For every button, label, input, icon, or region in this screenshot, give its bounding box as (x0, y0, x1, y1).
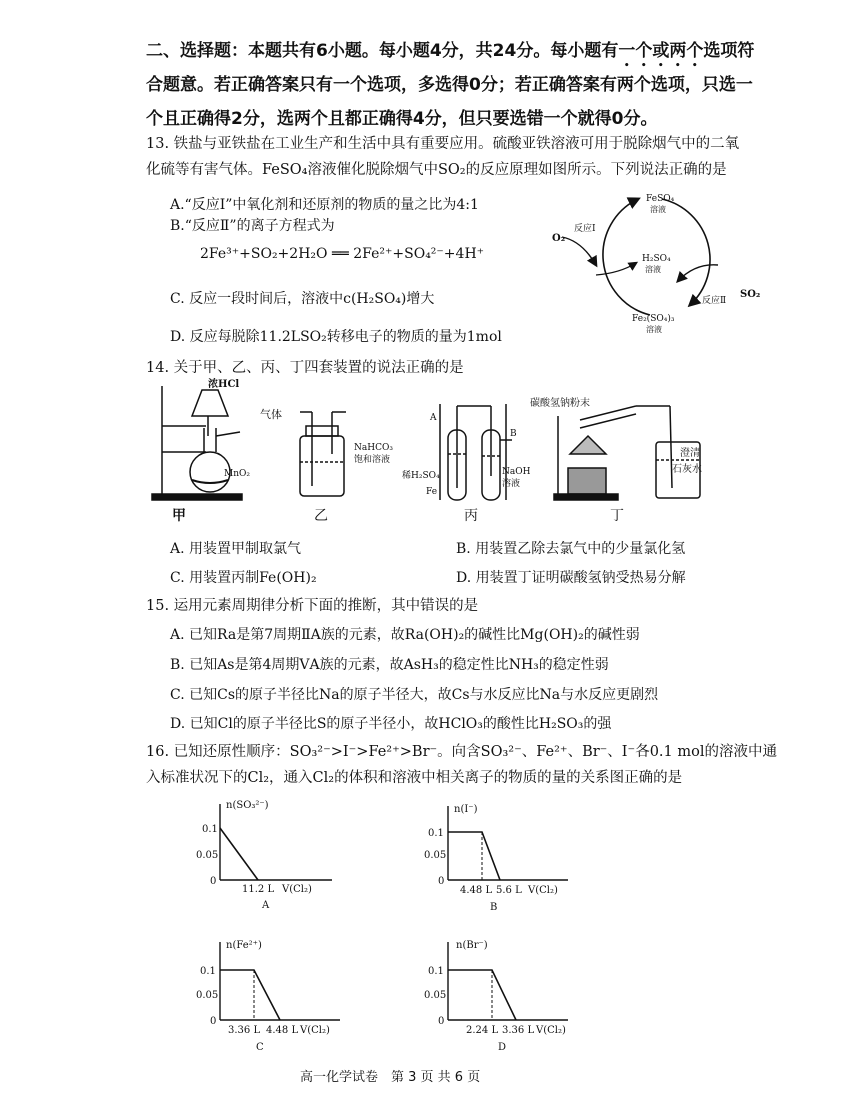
graph-a-x1: 11.2 L (242, 884, 275, 895)
label-reaction1: 反应Ⅰ (574, 224, 596, 234)
graph-d-xlabel: V(Cl₂) (536, 1025, 566, 1036)
graph-a-y1: 0.1 (202, 824, 218, 835)
graph-a-xlabel: V(Cl₂) (282, 884, 312, 895)
label-conc-hcl: 浓HCl (208, 379, 240, 390)
q13-stem-line1: 13. 铁盐与亚铁盐在工业生产和生活中具有重要应用。硫酸亚铁溶液可用于脱除烟气中的二氧 (146, 136, 740, 152)
graph-c-ylabel: n(Fe²⁺) (226, 940, 262, 951)
q13-option-c: C. 反应一段时间后，溶液中c(H₂SO₄)增大 (170, 291, 435, 307)
q14-option-b: B. 用装置乙除去氯气中的少量氯化氢 (456, 541, 686, 557)
caption-bing: 丙 (464, 508, 478, 524)
graph-d-line (448, 970, 516, 1020)
q13-option-a: A.“反应Ⅰ”中氧化剂和还原剂的物质的量之比为4:1 (170, 197, 479, 213)
so2-arrow (678, 265, 718, 281)
graph-d-x1: 2.24 L (466, 1025, 499, 1036)
q16-stem-line2: 入标准状况下的Cl₂，通入Cl₂的体积和溶液中相关离子的物质的量的关系图正确的是 (146, 770, 683, 786)
q15-option-b: B. 已知As是第4周期ⅤA族的元素，故AsH₃的稳定性比NH₃的稳定性弱 (170, 657, 609, 673)
label-limewater-1: 澄清 (680, 448, 700, 459)
q13-option-d: D. 反应每脱除11.2LSO₂转移电子的物质的量为1mol (170, 329, 502, 345)
reaction-cycle-diagram (550, 185, 770, 335)
label-feso4: FeSO₄ (646, 194, 675, 204)
q15-option-a: A. 已知Ra是第7周期ⅡA族的元素，故Ra(OH)₂的碱性比Mg(OH)₂的碱性弱 (170, 627, 640, 643)
label-naoh: NaOH (502, 467, 531, 477)
graph-a-ylabel: n(SO₃²⁻) (226, 800, 269, 811)
graph-b-ylabel: n(I⁻) (454, 804, 478, 815)
graph-c-x2: 4.48 L (266, 1025, 299, 1036)
q13-equation: 2Fe³⁺+SO₂+2H₂O ══ 2Fe²⁺+SO₄²⁻+4H⁺ (200, 246, 485, 262)
graph-a (192, 792, 342, 912)
section-header-line3: 个且正确得2分，选两个且都正确得4分，但只要选错一个就得0分。 (146, 109, 658, 129)
label-naoh-sol: 溶液 (502, 479, 521, 489)
q15-option-d: D. 已知Cl的原子半径比S的原子半径小，故HClO₃的酸性比H₂SO₃的强 (170, 716, 612, 732)
section-header-line2: 合题意。若正确答案只有一个选项，多选得0分；若正确答案有两个选项，只选一 (146, 75, 753, 95)
graph-b-x2: 5.6 L (496, 885, 522, 896)
graph-c (192, 930, 352, 1055)
label-fe2so43-sol: 溶液 (646, 325, 662, 334)
graph-d (420, 930, 580, 1055)
page-footer: 高一化学试卷 第 3 页 共 6 页 (300, 1070, 481, 1085)
graph-b-letter: B (490, 902, 498, 913)
label-nahco3: NaHCO₃ (354, 443, 393, 453)
label-o2: O₂ (552, 233, 566, 244)
graph-a-zero: 0 (210, 876, 217, 887)
graph-c-zero: 0 (210, 1016, 217, 1027)
q15-option-c: C. 已知Cs的原子半径比Na的原子半径大，故Cs与水反应比Na与水反应更剧烈 (170, 687, 659, 703)
label-so2: SO₂ (740, 289, 761, 300)
label-fe2so43: Fe₂(SO₄)₃ (632, 314, 675, 324)
apparatus-ding (554, 406, 700, 500)
graph-c-xlabel: V(Cl₂) (300, 1025, 330, 1036)
q13-stem-line2: 化硫等有害气体。FeSO₄溶液催化脱除烟气中SO₂的反应原理如图所示。下列说法正确的是 (146, 162, 727, 178)
label-reaction2: 反应Ⅱ (702, 296, 727, 306)
apparatus-figure (150, 376, 710, 524)
label-h2so4-sol: 溶液 (645, 265, 661, 274)
graph-c-x1: 3.36 L (228, 1025, 261, 1036)
graph-d-x2: 3.36 L (502, 1025, 535, 1036)
label-a: A (430, 413, 437, 423)
section-header-tail: 选项符 (703, 41, 755, 61)
graph-d-letter: D (498, 1042, 507, 1053)
q16-stem-line1: 16. 已知还原性顺序：SO₃²⁻>I⁻>Fe²⁺>Br⁻。向含SO₃²⁻、Fe²⁺、Br⁻、I⁻各0.1 mol的溶液中通 (146, 744, 777, 760)
graph-b (420, 796, 580, 916)
label-h2so4: H₂SO₄ (642, 254, 671, 264)
caption-ding: 丁 (610, 508, 624, 524)
cycle-arc-right (662, 199, 710, 305)
graph-c-letter: C (256, 1042, 264, 1053)
graph-d-ylabel: n(Br⁻) (456, 940, 488, 951)
label-mno2: MnO₂ (224, 469, 250, 479)
graph-a-y2: 0.05 (196, 850, 219, 861)
graph-b-line (448, 832, 500, 880)
label-dil-h2so4: 稀H₂SO₄ (402, 471, 440, 481)
graph-c-line (220, 970, 280, 1020)
label-limewater-2: 石灰水 (672, 464, 702, 475)
graph-c-y1: 0.1 (200, 966, 216, 977)
graph-a-line (220, 828, 258, 880)
graph-b-y1: 0.1 (428, 828, 444, 839)
apparatus-yi (300, 412, 346, 496)
q14-stem: 14. 关于甲、乙、丙、丁四套装置的说法正确的是 (146, 360, 464, 376)
graph-a-letter: A (262, 900, 270, 911)
section-header-line1 (146, 36, 754, 71)
q14-option-c: C. 用装置丙制Fe(OH)₂ (170, 570, 317, 586)
graph-b-x1: 4.48 L (460, 885, 493, 896)
graph-b-y2: 0.05 (424, 850, 447, 861)
apparatus-jia (152, 386, 242, 500)
label-gas: 气体 (260, 408, 282, 421)
label-nahco3-powder: 碳酸氢钠粉末 (530, 398, 590, 409)
o2-arrow (562, 237, 596, 265)
q14-option-a: A. 用装置甲制取氯气 (170, 541, 302, 557)
caption-jia: 甲 (172, 508, 186, 524)
label-nahco3-sat: 饱和溶液 (354, 455, 391, 465)
graph-d-y2: 0.05 (424, 990, 447, 1001)
label-b: B (510, 429, 517, 439)
graph-d-zero: 0 (438, 1016, 445, 1027)
label-feso4-sol: 溶液 (650, 205, 666, 214)
graph-b-xlabel: V(Cl₂) (528, 885, 558, 896)
graph-c-y2: 0.05 (196, 990, 219, 1001)
label-fe: Fe (426, 487, 438, 497)
graph-b-zero: 0 (438, 876, 445, 887)
q13-option-b: B.“反应Ⅱ”的离子方程式为 (170, 218, 335, 234)
q15-stem: 15. 运用元素周期律分析下面的推断，其中错误的是 (146, 598, 479, 614)
emphasis-text: 一个或两个 (618, 41, 704, 61)
section-header-text: 二、选择题：本题共有6小题。每小题4分，共24分。每小题有 (146, 41, 619, 61)
graph-d-y1: 0.1 (428, 966, 444, 977)
q14-option-d: D. 用装置丁证明碳酸氢钠受热易分解 (456, 570, 686, 586)
caption-yi: 乙 (314, 508, 328, 524)
h2so4-arrow (596, 263, 636, 275)
